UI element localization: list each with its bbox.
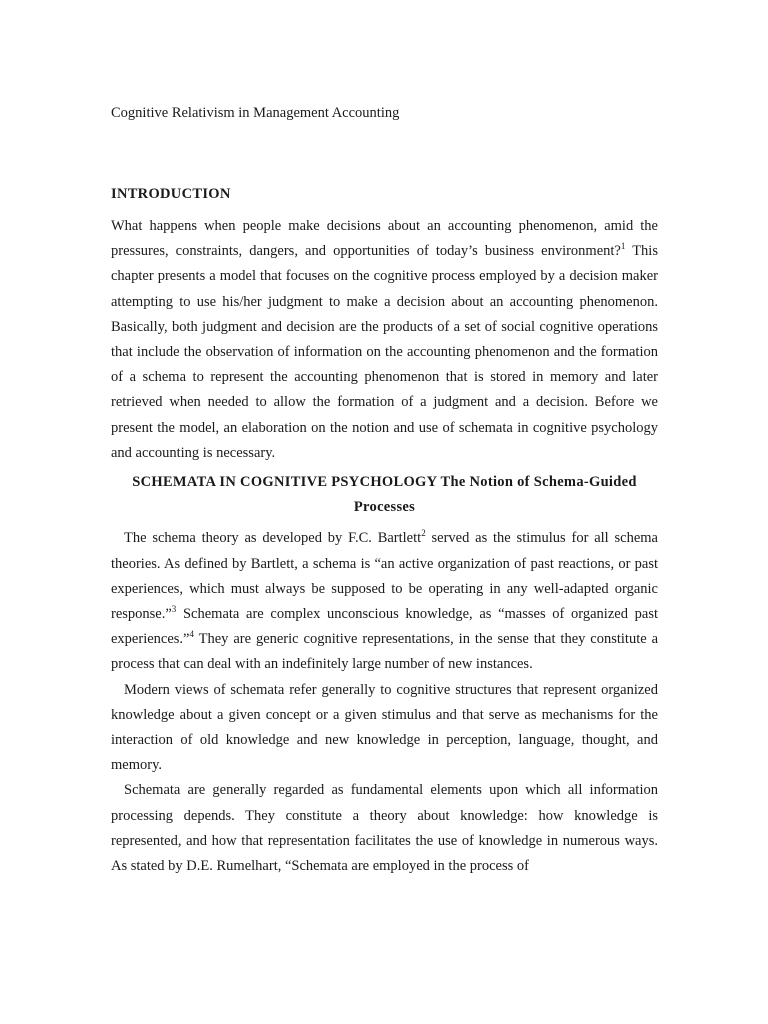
footnote-ref-4[interactable]: 4 [189, 629, 194, 640]
footnote-ref-1[interactable]: 1 [620, 241, 626, 252]
schemata-paragraph-1 [111, 526, 658, 677]
schemata-p1-part-2: served as the stimulus for all schema theories. As defined by Bartlett, a schema is “an active organization of past reactions, or past experiences, which must always be supposed to be operating in any well-adapted organic response.” [111, 530, 658, 623]
schemata-p1-part-1: The schema theory as developed by F.C. Bartlett [124, 530, 422, 547]
schemata-paragraph-2: Modern views of schemata refer generally to cognitive structures that represent organized knowledge about a given concept or a given stimulus and that serve as mechanisms for the interaction of old knowledge and new knowledge in perception, language, thought, and memory. [111, 681, 658, 774]
document-title: Cognitive Relativism in Management Accounting [111, 105, 400, 121]
intro-text-part-2: This chapter presents a model that focuses on the cognitive process employed by a decision maker attempting to use his/her judgment to make a decision about an accounting phenomenon. Basically, both judgment and decision are the products of a set of social cognitive operations that include the observation of information on the accounting phenomenon and the formation of a schema to represent the accounting phenomenon that is stored in memory and later retrieved when needed to allow the formation of a judgment and a decision. Before we present the model, an elaboration on the notion and use of schemata in cognitive psychology and accounting is necessary. [111, 243, 658, 461]
schemata-paragraph-3: Schemata are generally regarded as fundamental elements upon which all information processing depends. They constitute a theory about knowledge: how knowledge is represented, and how that representation facilitates the use of knowledge in numerous ways. As stated by D.E. Rumelhart, “Schemata are employed in the process of [111, 782, 658, 875]
introduction-heading: INTRODUCTION [111, 186, 231, 202]
schemata-heading: SCHEMATA IN COGNITIVE PSYCHOLOGY The Notion of Schema-Guided Processes [132, 474, 637, 516]
schemata-p1-part-3: Schemata are complex unconscious knowledge, as “masses of organized past experiences.” [111, 606, 658, 648]
intro-text-part-1: What happens when people make decisions about an accounting phenomenon, amid the pressures, constraints, dangers, and opportunities of today’s business environment? [111, 218, 658, 260]
footnote-ref-3[interactable]: 3 [171, 604, 177, 615]
schemata-p1-part-4: They are generic cognitive representations, in the sense that they constitute a process that can deal with an indefinitely large number of new instances. [111, 631, 658, 673]
introduction-paragraph [111, 214, 658, 466]
footnote-ref-2[interactable]: 2 [421, 528, 426, 539]
